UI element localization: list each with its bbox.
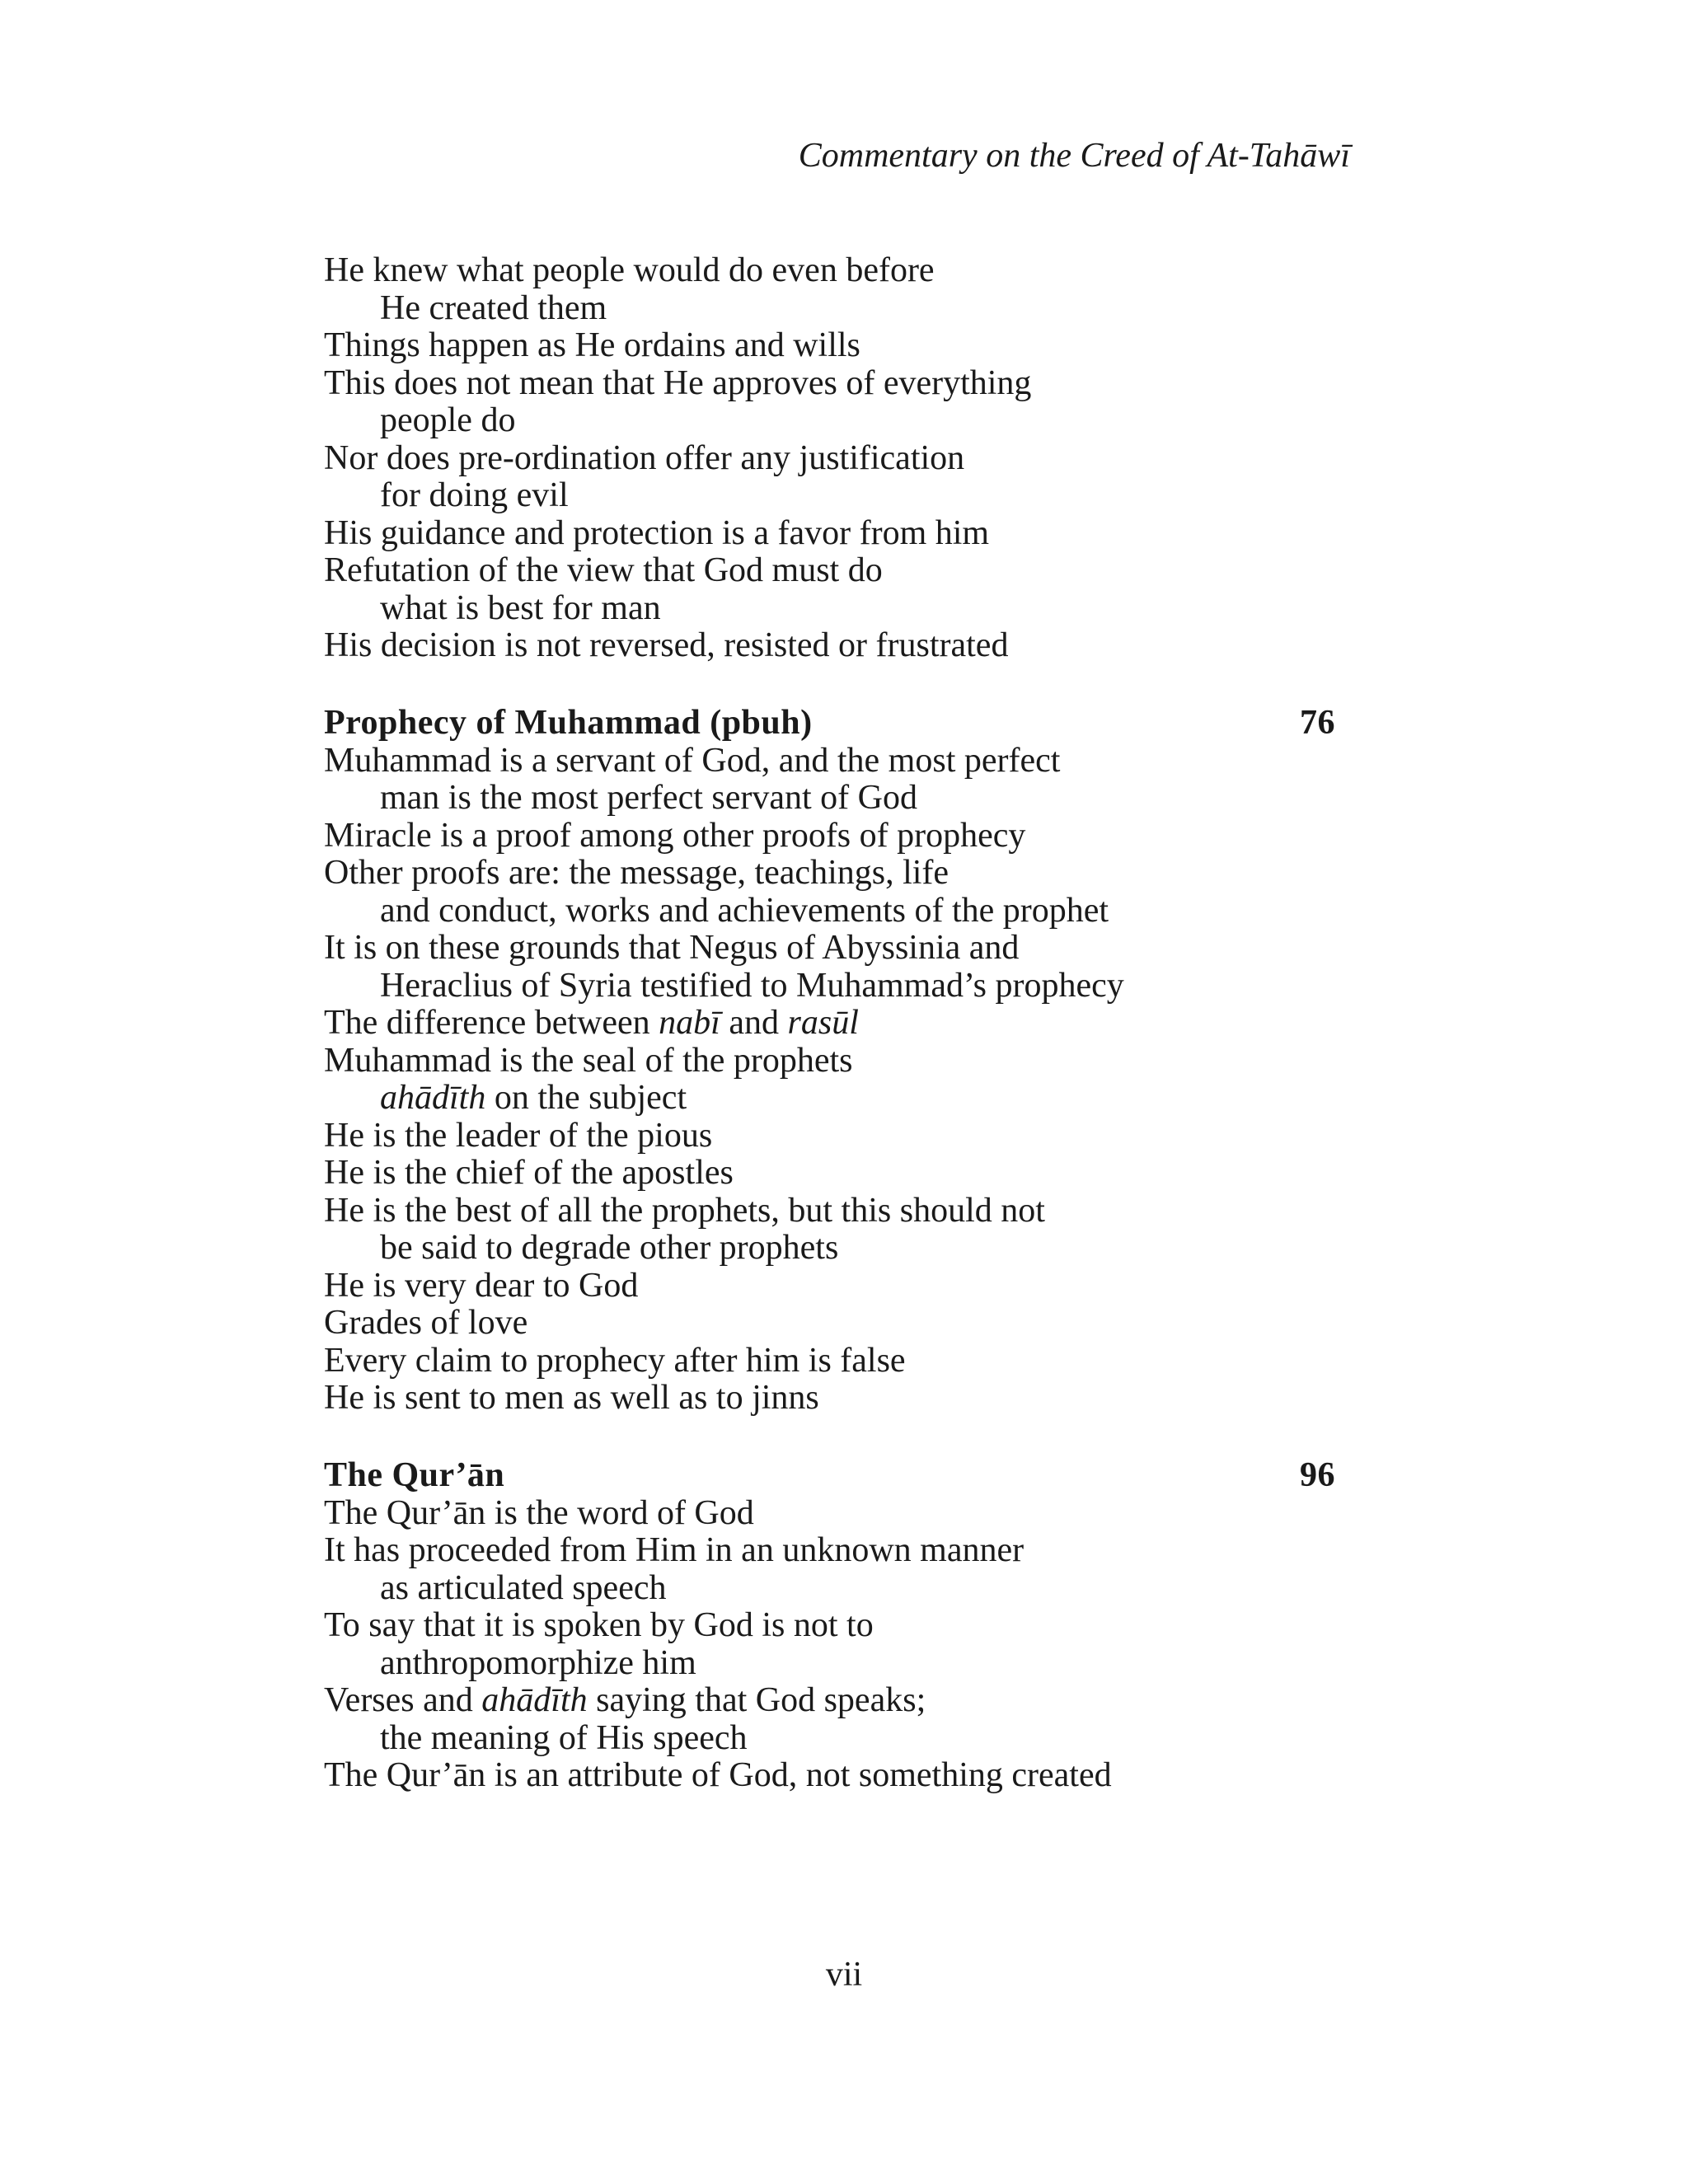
contents-section-continued bbox=[324, 252, 1354, 665]
transliterated-term: ahādīth bbox=[380, 1079, 486, 1117]
section-page-number: 76 bbox=[1300, 703, 1335, 742]
contents-section-quran bbox=[324, 1456, 1354, 1795]
entry-line: Muhammad is the seal of the prophets bbox=[324, 1041, 853, 1080]
entry-line-continuation: people do bbox=[380, 401, 516, 439]
entry-line: He is very dear to God bbox=[324, 1266, 639, 1305]
entry-line: Other proofs are: the message, teachings, life bbox=[324, 854, 950, 892]
transliterated-term: rasūl bbox=[787, 1004, 859, 1042]
entry-line: Muhammad is a servant of God, and the most perfect bbox=[324, 741, 1061, 780]
entry-line-continuation: the meaning of His speech bbox=[380, 1718, 748, 1757]
running-head: Commentary on the Creed of At-Tahāwī bbox=[798, 137, 1350, 175]
section-page-number: 96 bbox=[1300, 1455, 1335, 1494]
entry-line-continuation: be said to degrade other prophets bbox=[380, 1229, 839, 1267]
entry-line-continuation: for doing evil bbox=[380, 476, 569, 514]
entry-line: The Qur’ān is an attribute of God, not something created bbox=[324, 1756, 1112, 1794]
entry-line: Things happen as He ordains and wills bbox=[324, 326, 860, 364]
transliterated-term: ahādīth bbox=[481, 1681, 588, 1719]
section-heading bbox=[324, 1456, 1354, 1495]
entry-line: Grades of love bbox=[324, 1304, 528, 1342]
entry-line-continuation: and conduct, works and achievements of the prophet bbox=[380, 891, 1109, 930]
entry-line: Every claim to prophecy after him is false bbox=[324, 1341, 906, 1380]
entry-line-continuation: He created them bbox=[380, 288, 607, 327]
entry-line: His guidance and protection is a favor from him bbox=[324, 513, 990, 552]
entry-line: This does not mean that He approves of everything bbox=[324, 363, 1032, 402]
entry-line: The Qur’ān is the word of God bbox=[324, 1493, 754, 1532]
entry-line: Nor does pre-ordination offer any justification bbox=[324, 438, 965, 477]
entry-line-continuation: ahādīth on the subject bbox=[380, 1079, 687, 1117]
entry-line: He is sent to men as well as to jinns bbox=[324, 1379, 819, 1417]
entry-line: He is the leader of the pious bbox=[324, 1116, 713, 1155]
entry-line-continuation: anthropomorphize him bbox=[380, 1643, 696, 1682]
entry-line: It is on these grounds that Negus of Abyssinia and bbox=[324, 929, 1020, 967]
entry-line: He is the best of all the prophets, but this should not bbox=[324, 1191, 1045, 1230]
section-heading bbox=[324, 704, 1354, 743]
entry-line: To say that it is spoken by God is not to bbox=[324, 1606, 874, 1644]
entry-line: Miracle is a proof among other proofs of prophecy bbox=[324, 816, 1026, 855]
entry-line: Refutation of the view that God must do bbox=[324, 551, 883, 589]
entry-line: He is the chief of the apostles bbox=[324, 1154, 734, 1192]
entry-line: It has proceeded from Him in an unknown manner bbox=[324, 1531, 1025, 1569]
entry-line: The difference between nabī and rasūl bbox=[324, 1004, 859, 1042]
entry-line: His decision is not reversed, resisted or frustrated bbox=[324, 626, 1009, 664]
entry-line-continuation: Heraclius of Syria testified to Muhammad’s prophecy bbox=[380, 966, 1124, 1005]
entry-line: He knew what people would do even before bbox=[324, 251, 935, 289]
section-heading-title: Prophecy of Muhammad (pbuh) bbox=[324, 703, 813, 742]
page-number: vii bbox=[825, 1956, 863, 1994]
contents-list bbox=[324, 252, 1354, 1795]
contents-section-prophecy bbox=[324, 704, 1354, 1418]
section-heading-title: The Qur’ān bbox=[324, 1455, 505, 1494]
transliterated-term: nabī bbox=[659, 1004, 720, 1042]
entry-line-continuation: what is best for man bbox=[380, 588, 661, 627]
entry-line: Verses and ahādīth saying that God speaks; bbox=[324, 1681, 926, 1719]
entry-line-continuation: man is the most perfect servant of God bbox=[380, 779, 917, 817]
entry-line-continuation: as articulated speech bbox=[380, 1568, 667, 1607]
